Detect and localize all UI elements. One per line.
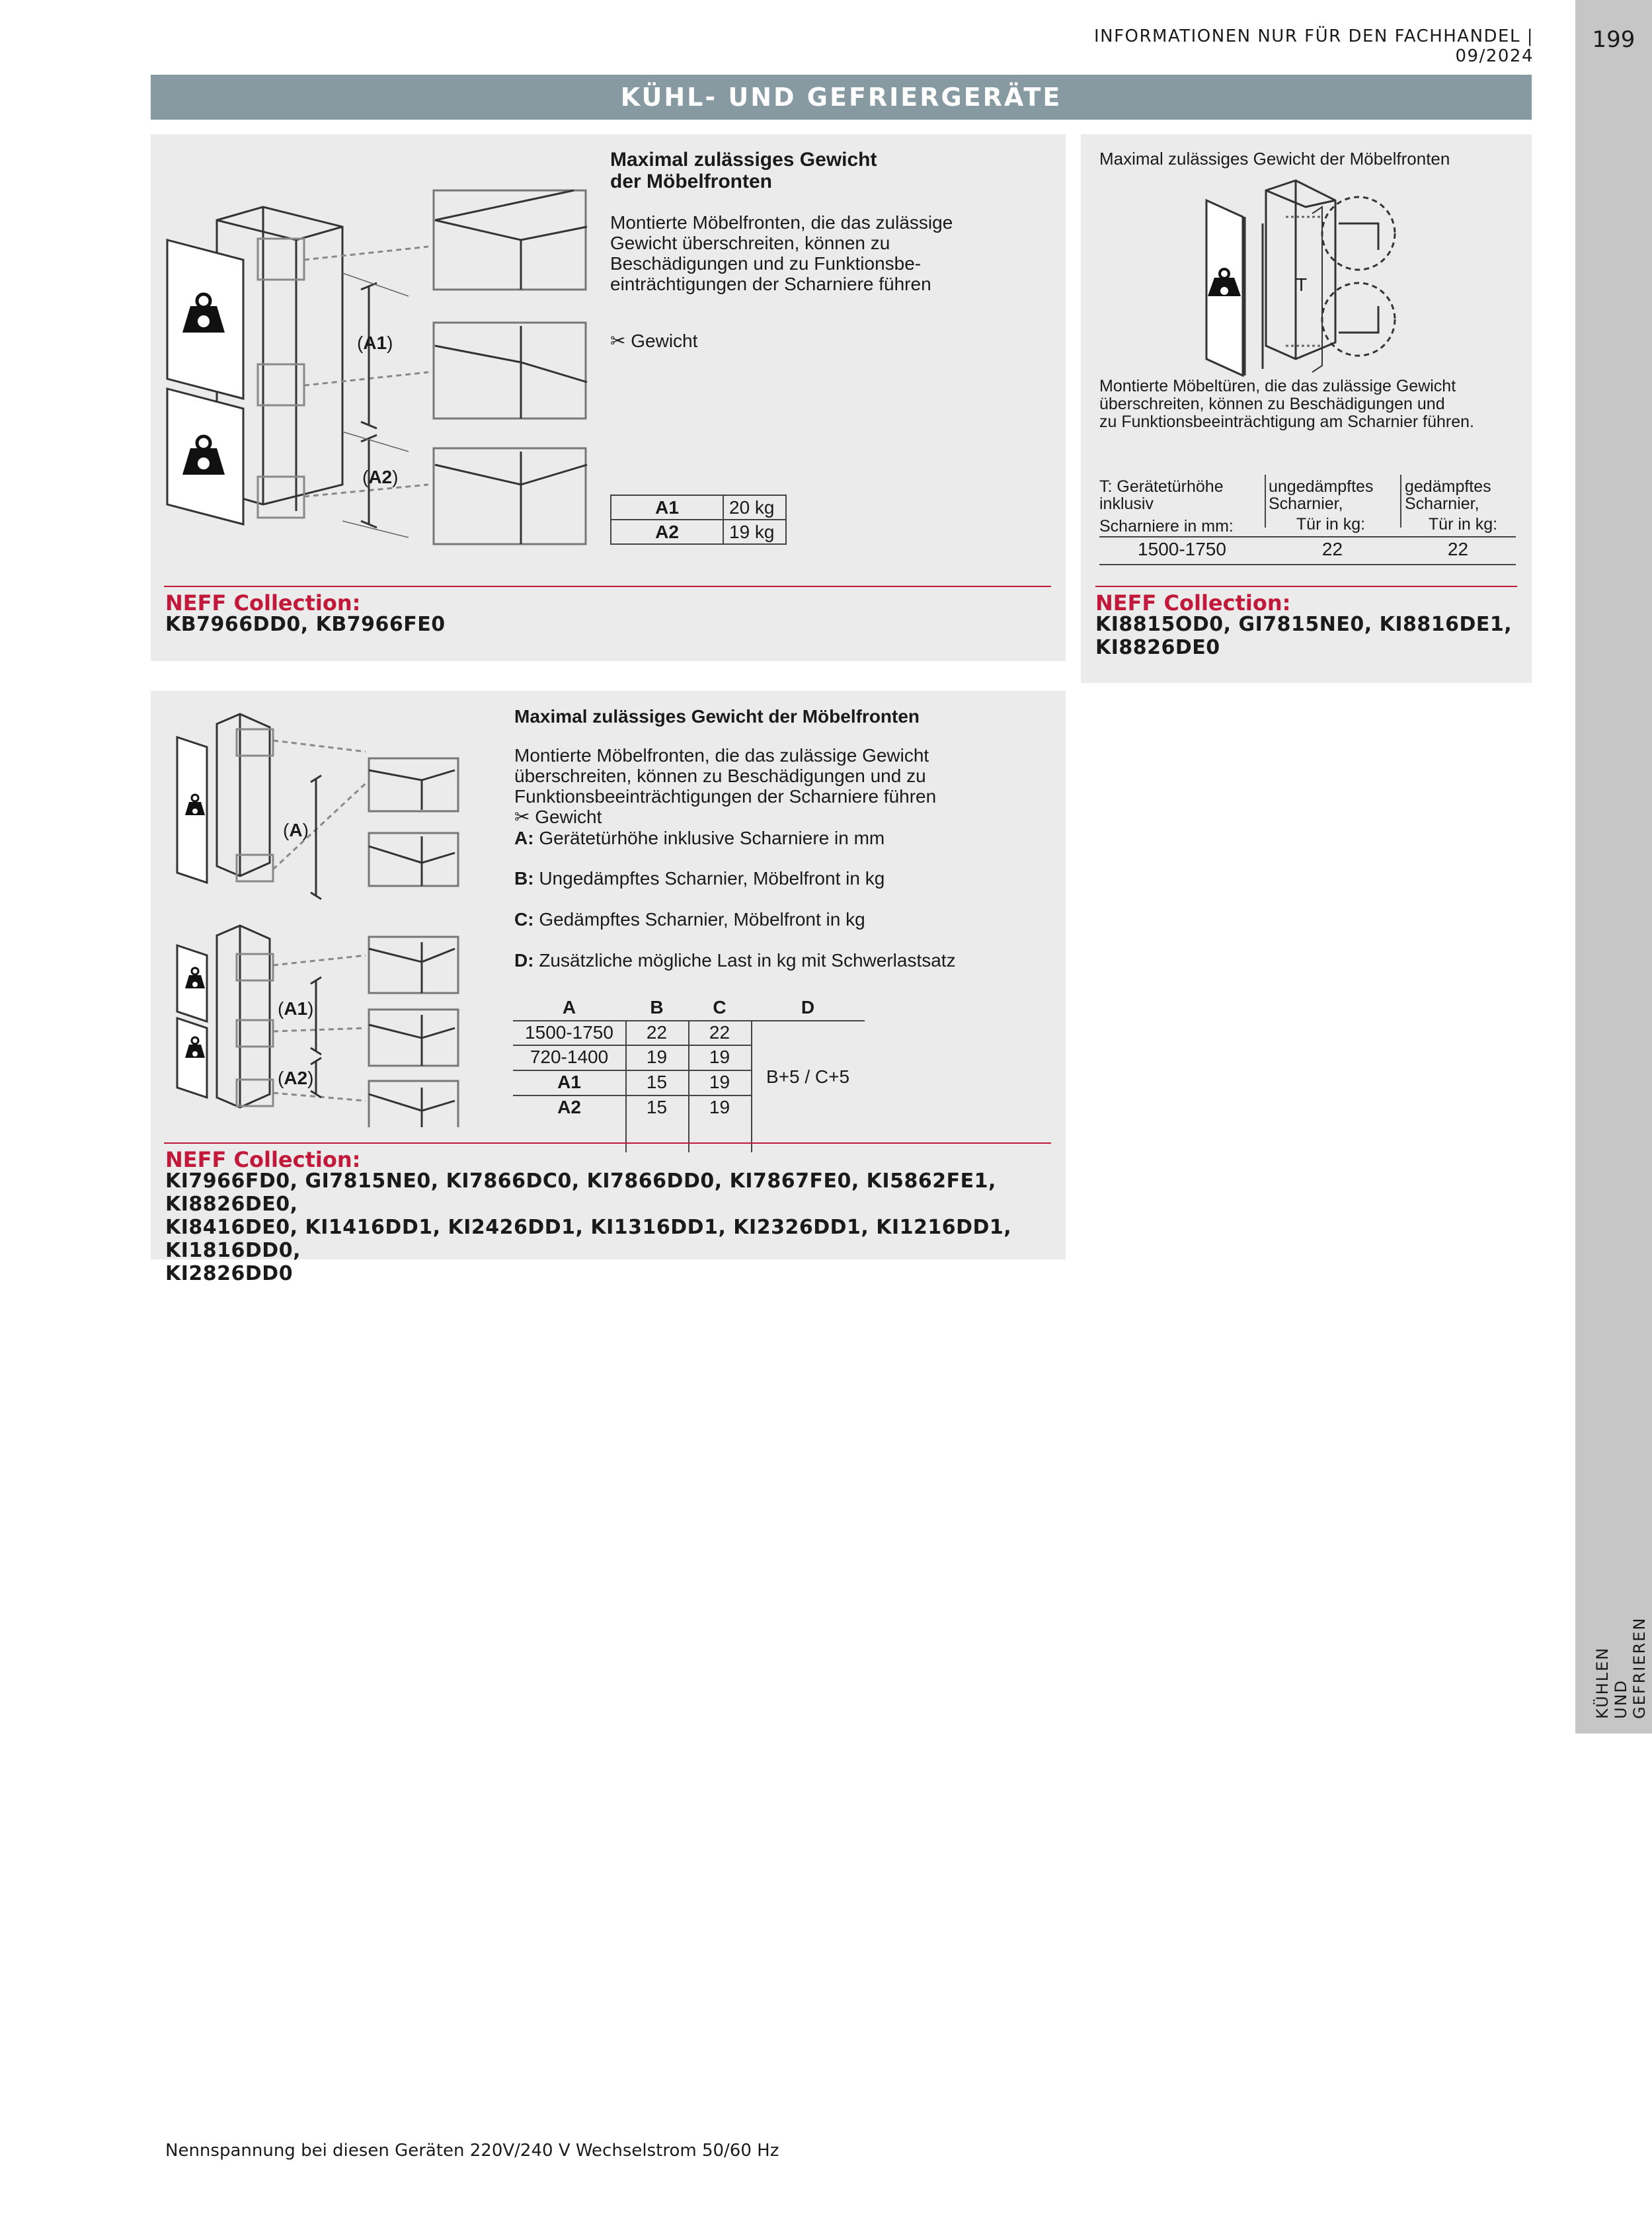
side-tab-label-line1: KÜHLEN <box>1593 1646 1612 1719</box>
table-header-text: Tür in kg: <box>1296 515 1366 534</box>
table-cell: 22 <box>1321 539 1343 559</box>
diagram-label-a2: (A2) <box>278 1068 314 1088</box>
table-header-text: T: Gerätetürhöhe <box>1099 477 1224 496</box>
table-cell: 22 <box>646 1022 668 1043</box>
panel1-body-line: Beschädigungen und zu Funktionsbe- <box>610 253 922 274</box>
legend-key: A: <box>514 828 534 848</box>
table-header-text: gedämpftes <box>1405 477 1491 496</box>
collection-line: KI7966FD0, GI7815NE0, KI7866DC0, KI7866DD0, KI7867FE0, KI5862FE1, KI8826DE0, <box>165 1170 996 1216</box>
legend-key: D: <box>514 950 534 971</box>
panel3-legend-item <box>514 828 885 848</box>
panel1-legend <box>610 331 697 351</box>
collection-line: KI8826DE0 <box>1095 636 1220 659</box>
panel-single-door <box>1081 134 1532 683</box>
panel2-body <box>1099 378 1474 431</box>
table-header: B <box>650 997 664 1017</box>
weight-icon: ✂ <box>514 807 530 827</box>
panel1-body-line: Montierte Möbelfronten, die das zulässige <box>610 212 953 233</box>
panel1-body <box>610 212 953 294</box>
table-cell: 19 <box>709 1097 730 1117</box>
divider <box>164 586 1051 587</box>
panel3-body <box>514 745 936 827</box>
table-header-col1 <box>1099 478 1234 535</box>
panel2-body-line: Montierte Möbeltüren, die das zulässige Gewicht <box>1099 377 1456 395</box>
legend-text: Gedämpftes Scharnier, Möbelfront in kg <box>539 909 865 930</box>
table-header-text: inklusiv <box>1099 495 1154 513</box>
diagram-label-a1: (A1) <box>357 333 393 353</box>
label-a2-text: A2 <box>368 467 393 487</box>
side-tab-label-line2: UND GEFRIEREN <box>1612 1616 1649 1719</box>
page-number: 199 <box>1592 26 1635 53</box>
legend-text: Ungedämpftes Scharnier, Möbelfront in kg <box>539 868 885 889</box>
label-a1-text: A1 <box>284 998 308 1019</box>
table-header: D <box>801 997 815 1017</box>
table-header-text: Scharniere in mm: <box>1099 517 1234 536</box>
panel1-collection-models: KB7966DD0, KB7966FE0 <box>165 613 446 636</box>
panel2-collection-models <box>1095 613 1512 659</box>
legend-key: B: <box>514 868 534 889</box>
divider <box>164 1142 1051 1144</box>
legend-text: Gerätetürhöhe inklusive Scharniere in mm <box>539 828 885 848</box>
diagram-label-t: T <box>1296 274 1308 295</box>
diagram-label-a2: (A2) <box>362 467 399 487</box>
section-banner: KÜHL- UND GEFRIERGERÄTE <box>151 75 1532 120</box>
legend-key: C: <box>514 909 534 930</box>
table-cell: 19 <box>646 1047 668 1067</box>
panel3-legend-item <box>514 950 956 971</box>
table-header: C <box>713 997 727 1017</box>
panel1-body-line: einträchtigungen der Scharniere führen <box>610 274 931 294</box>
panel1-heading <box>610 149 877 192</box>
table-cell: 15 <box>646 1097 668 1117</box>
panel3-legend-item <box>514 909 865 930</box>
divider <box>1095 586 1517 587</box>
panel3-collection-models <box>165 1170 1066 1285</box>
header-note: INFORMATIONEN NUR FÜR DEN FACHHANDEL | 09/2024 <box>1093 26 1534 66</box>
panel2-heading: Maximal zulässiges Gewicht der Möbelfronten <box>1099 149 1450 169</box>
table-cell: 19 kg <box>723 520 786 544</box>
table-cell: A1 <box>557 1072 581 1092</box>
panel1-heading-line1: Maximal zulässiges Gewicht <box>610 149 877 171</box>
table-header-text: Scharnier, <box>1405 495 1479 513</box>
label-a-text: A <box>289 820 303 840</box>
table-header-col2 <box>1269 478 1373 512</box>
table-header-text: Tür in kg: <box>1428 515 1498 534</box>
table-cell: B+5 / C+5 <box>766 1066 850 1087</box>
panel3-legend-weight <box>514 807 936 827</box>
collection-line: KI2826DD0 <box>165 1262 294 1285</box>
table-cell: 22 <box>709 1022 730 1043</box>
panel1-weight-table <box>610 495 787 545</box>
table-cell: A2 <box>611 520 723 544</box>
collection-line: KI8815OD0, GI7815NE0, KI8816DE1, <box>1095 613 1513 636</box>
label-a2-text: A2 <box>284 1068 308 1088</box>
table-cell: A2 <box>557 1097 581 1117</box>
panel3-weight-table <box>513 997 865 1156</box>
table-row <box>611 520 786 544</box>
legend-text: Zusätzliche mögliche Last in kg mit Schwerlastsatz <box>539 950 956 971</box>
panel-integrated-fridges <box>151 691 1066 1285</box>
diagram-label-a: (A) <box>283 820 309 840</box>
side-tab <box>1575 0 1652 1733</box>
table-cell: 15 <box>646 1072 668 1092</box>
panel1-legend-text: Gewicht <box>631 331 698 351</box>
panel3-legend-item <box>514 868 885 889</box>
side-tab-label <box>1593 1617 1649 1719</box>
table-cell: 22 <box>1447 539 1469 559</box>
table-cell: 1500-1750 <box>525 1022 613 1043</box>
panel2-body-line: überschreiten, können zu Beschädigungen und <box>1099 395 1445 413</box>
table-cell: 20 kg <box>723 495 786 520</box>
table-cell: A1 <box>611 495 723 520</box>
diagram-label-a1: (A1) <box>278 998 314 1019</box>
table-cell: 720-1400 <box>530 1047 609 1067</box>
table-cell: 1500-1750 <box>1138 539 1226 559</box>
table-row <box>611 495 786 520</box>
footer-note: Nennspannung bei diesen Geräten 220V/240 V Wechselstrom 50/60 Hz <box>165 2141 779 2161</box>
hinge-diagram <box>164 704 494 1127</box>
panel3-body-line: Montierte Möbelfronten, die das zulässige Gewicht <box>514 745 929 766</box>
panel1-collection-heading: NEFF Collection: <box>165 590 361 616</box>
table-cell: 19 <box>709 1072 730 1092</box>
legend-weight-text: Gewicht <box>535 807 602 827</box>
table-header-text: ungedämpftes <box>1269 477 1374 496</box>
panel-fridge-freezer-combi <box>151 134 1066 661</box>
table-header: A <box>562 997 576 1017</box>
panel1-body-line: Gewicht überschreiten, können zu <box>610 233 890 253</box>
table-cell: 19 <box>709 1047 730 1067</box>
table-header-text: Scharnier, <box>1269 495 1343 513</box>
panel1-heading-line2: der Möbelfronten <box>610 171 772 192</box>
table-header-col3 <box>1405 478 1491 512</box>
panel2-body-line: zu Funktionsbeeinträchtigung am Scharnier führen. <box>1099 413 1474 431</box>
label-a1-text: A1 <box>363 333 387 353</box>
weight-icon: ✂ <box>610 331 626 351</box>
panel3-body-line: Funktionsbeeinträchtigungen der Scharniere führen <box>514 786 937 807</box>
panel3-body-line: überschreiten, können zu Beschädigungen und zu <box>514 766 926 786</box>
panel2-collection-heading: NEFF Collection: <box>1095 590 1291 616</box>
collection-line: KI8416DE0, KI1416DD1, KI2426DD1, KI1316DD1, KI2326DD1, KI1216DD1, KI1816DD0, <box>165 1216 1012 1262</box>
panel3-collection-heading: NEFF Collection: <box>165 1147 361 1172</box>
panel3-heading: Maximal zulässiges Gewicht der Möbelfronten <box>514 706 920 727</box>
hinge-diagram <box>151 154 600 577</box>
